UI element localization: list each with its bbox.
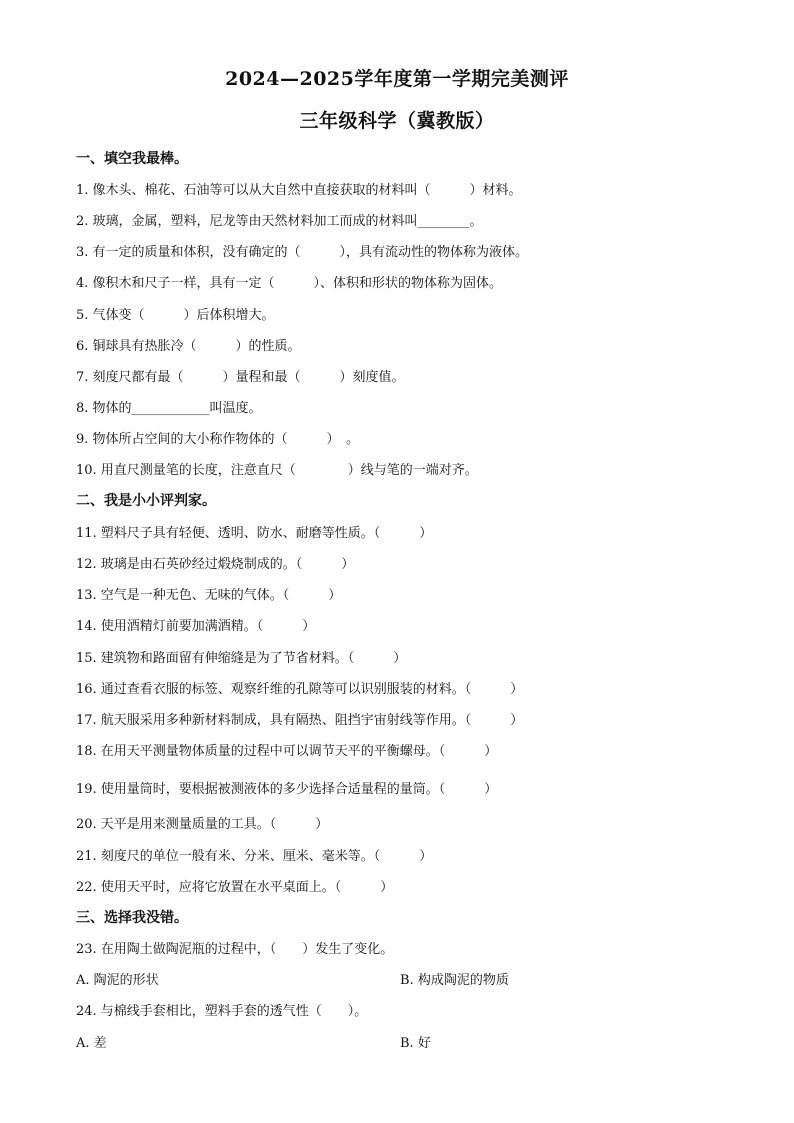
question-item: 3. 有一定的质量和体积，没有确定的（ ），具有流动性的物体称为液体。 bbox=[76, 245, 529, 260]
question-item: 7. 刻度尺都有最（ ）量程和最（ ）刻度值。 bbox=[76, 370, 405, 385]
page-title: 2024—2025学年度第一学期完美测评 bbox=[225, 68, 569, 90]
question-item: 21. 刻度尺的单位一般有米、分米、厘米、毫米等。（ ） bbox=[76, 849, 433, 864]
section-heading: 二、我是小小评判家。 bbox=[76, 493, 216, 509]
question-item: 17. 航天服采用多种新材料制成，具有隔热、阻挡宇宙射线等作用。（ ） bbox=[76, 713, 524, 728]
option-b: B. 好 bbox=[400, 1036, 431, 1051]
question-item: 22. 使用天平时，应将它放置在水平桌面上。（ ） bbox=[76, 880, 394, 895]
question-item: 14. 使用酒精灯前要加满酒精。（ ） bbox=[76, 619, 316, 634]
question-item: 23. 在用陶土做陶泥瓶的过程中，（ ）发生了变化。 bbox=[76, 942, 394, 957]
question-item: 15. 建筑物和路面留有伸缩缝是为了节省材料。（ ） bbox=[76, 651, 407, 666]
question-item: 18. 在用天平测量物体质量的过程中可以调节天平的平衡螺母。（ ） bbox=[76, 744, 498, 759]
question-item: 5. 气体变（ ）后体积增大。 bbox=[76, 308, 275, 323]
section-heading: 一、填空我最棒。 bbox=[76, 151, 188, 167]
question-item: 16. 通过查看衣服的标签、观察纤维的孔隙等可以识别服装的材料。（ ） bbox=[76, 682, 524, 697]
question-item: 13. 空气是一种无色、无味的气体。（ ） bbox=[76, 588, 342, 603]
option-a: A. 差 bbox=[76, 1036, 107, 1051]
question-item: 10. 用直尺测量笔的长度，注意直尺（ ）线与笔的一端对齐。 bbox=[76, 463, 478, 478]
option-b: B. 构成陶泥的物质 bbox=[400, 973, 509, 988]
question-item: 6. 铜球具有热胀冷（ ）的性质。 bbox=[76, 339, 301, 354]
section-heading: 三、选择我没错。 bbox=[76, 910, 188, 926]
question-item: 2. 玻璃，金属，塑料，尼龙等由天然材料加工而成的材料叫________。 bbox=[76, 214, 483, 229]
question-item: 11. 塑料尺子具有轻便、透明、防水、耐磨等性质。（ ） bbox=[76, 526, 433, 541]
question-item: 4. 像积木和尺子一样，具有一定（ ）、体积和形状的物体称为固体。 bbox=[76, 276, 503, 291]
option-a: A. 陶泥的形状 bbox=[76, 973, 159, 988]
question-item: 19. 使用量筒时，要根据被测液体的多少选择合适量程的量筒。（ ） bbox=[76, 782, 498, 797]
question-item: 1. 像木头、棉花、石油等可以从大自然中直接获取的材料叫（ ）材料。 bbox=[76, 183, 522, 198]
question-item: 9. 物体所占空间的大小称作物体的（ ） 。 bbox=[76, 432, 360, 447]
question-item: 20. 天平是用来测量质量的工具。（ ） bbox=[76, 817, 329, 832]
question-item: 24. 与棉线手套相比，塑料手套的透气性（ ）。 bbox=[76, 1004, 368, 1019]
page-subtitle: 三年级科学（冀教版） bbox=[299, 110, 495, 132]
question-item: 8. 物体的____________叫温度。 bbox=[76, 401, 262, 416]
question-item: 12. 玻璃是由石英砂经过煅烧制成的。（ ） bbox=[76, 557, 355, 572]
